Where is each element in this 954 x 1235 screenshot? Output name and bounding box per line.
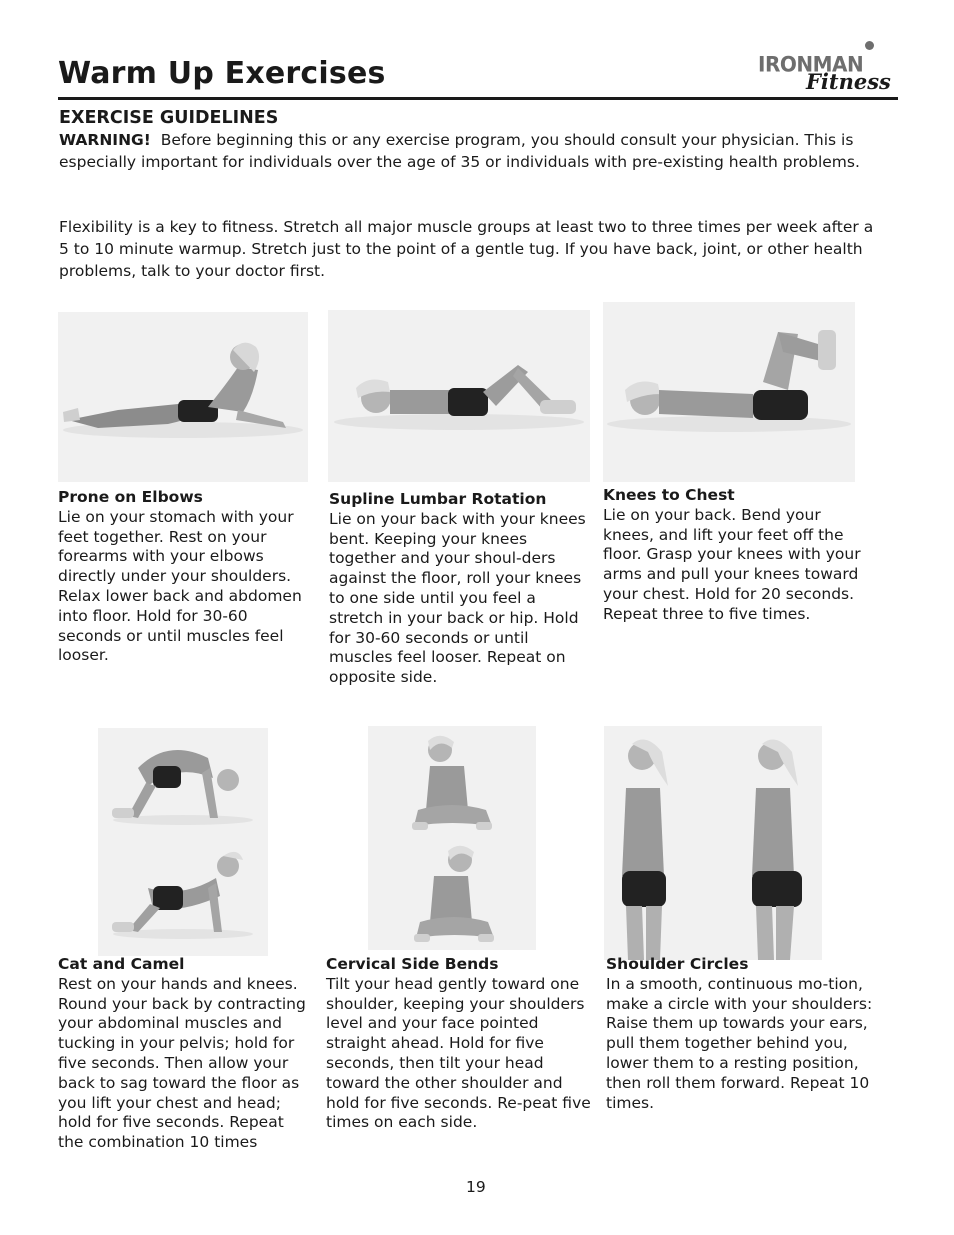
photo-shoulder-circles bbox=[604, 726, 822, 960]
flexibility-paragraph: Flexibility is a key to fitness. Stretch all major muscle groups at least two to three times per week after a 5 to 10 minute warmup. Stretch just to the point of a gentle tug. If you have back, joint, or other health problems, talk to your doctor first. bbox=[59, 218, 874, 280]
exercise-text: Lie on your stomach with your feet together. Rest on your forearms with your elbows directly under your shoulders. Relax lower back and abdomen into floor. Hold for 30-60 seconds or until muscles feel looser. bbox=[58, 507, 302, 665]
exercise-text: Lie on your back. Bend your knees, and lift your feet off the floor. Grasp your knees with your arms and pull your knees toward your chest. Hold for 20 seconds. Repeat three to five times. bbox=[603, 505, 861, 623]
exercise-title: Shoulder Circles bbox=[606, 955, 749, 973]
exercise-title: Cat and Camel bbox=[58, 955, 185, 973]
exercise-title: Supline Lumbar Rotation bbox=[329, 490, 547, 508]
logo-sub-text: Fitness bbox=[806, 69, 891, 94]
exercise-card-cat-and-camel bbox=[58, 955, 308, 1153]
photo-knees-to-chest bbox=[603, 302, 855, 482]
cervical-figure-icon bbox=[368, 726, 536, 950]
photo-cat-and-camel bbox=[98, 728, 268, 956]
exercise-card-prone-on-elbows bbox=[58, 488, 308, 666]
exercise-title: Knees to Chest bbox=[603, 486, 735, 504]
exercise-title: Prone on Elbows bbox=[58, 488, 203, 506]
exercise-card-supline-lumbar-rotation bbox=[329, 490, 593, 688]
exercise-text: Lie on your back with your knees bent. Keeping your knees together and your shoul-ders against the floor, roll your knees to one side until you feel a stretch in your back or hip. Hold for 30-60 seconds or until muscles feel looser. Repeat on opposite side. bbox=[329, 509, 586, 687]
warning-paragraph bbox=[59, 129, 879, 173]
exercise-text: Tilt your head gently toward one shoulder, keeping your shoulders level and your face pointed straight ahead. Hold for five seconds, then tilt your head toward the other shoulder and hold for five seconds. Re-peat five times on each side. bbox=[326, 974, 591, 1132]
photo-cervical-side-bends bbox=[368, 726, 536, 950]
cat-camel-figure-icon bbox=[98, 728, 268, 956]
exercise-card-cervical-side-bends bbox=[326, 955, 592, 1133]
guidelines-heading: EXERCISE GUIDELINES bbox=[59, 108, 279, 128]
ironman-fitness-logo bbox=[758, 40, 900, 96]
logo-dot-icon bbox=[865, 41, 874, 50]
photo-prone-on-elbows bbox=[58, 312, 308, 482]
exercise-text: Rest on your hands and knees. Round your back by contracting your abdominal muscles and tucking in your pelvis; hold for five seconds. Then allow your back to sag toward the floor as you lift your chest and head; hold for five seconds. Repeat the combination 10 times bbox=[58, 974, 306, 1152]
page-number: 19 bbox=[466, 1178, 486, 1196]
photo-supine-lumbar-rotation bbox=[328, 310, 590, 482]
warning-label: WARNING! bbox=[59, 131, 151, 149]
prone-figure-icon bbox=[58, 312, 308, 482]
warning-text: Before beginning this or any exercise program, you should consult your physician. This is especially important for individuals over the age of 35 or individuals with pre-existing health problems. bbox=[59, 131, 860, 171]
logo-main-text: IRONMAN bbox=[758, 51, 864, 77]
lumbar-figure-icon bbox=[328, 310, 590, 482]
exercise-card-knees-to-chest bbox=[603, 486, 871, 625]
exercise-text: In a smooth, continuous mo-tion, make a circle with your shoulders: Raise them up towards your ears, pull them together behind you, lower them to a resting position, then roll them forward. Repeat 10 times. bbox=[606, 974, 873, 1112]
title-divider bbox=[58, 97, 898, 100]
shoulder-figure-icon bbox=[604, 726, 822, 960]
exercise-card-shoulder-circles bbox=[606, 955, 874, 1113]
exercise-title: Cervical Side Bends bbox=[326, 955, 499, 973]
page-title: Warm Up Exercises bbox=[58, 56, 386, 91]
knees-chest-figure-icon bbox=[603, 302, 855, 482]
